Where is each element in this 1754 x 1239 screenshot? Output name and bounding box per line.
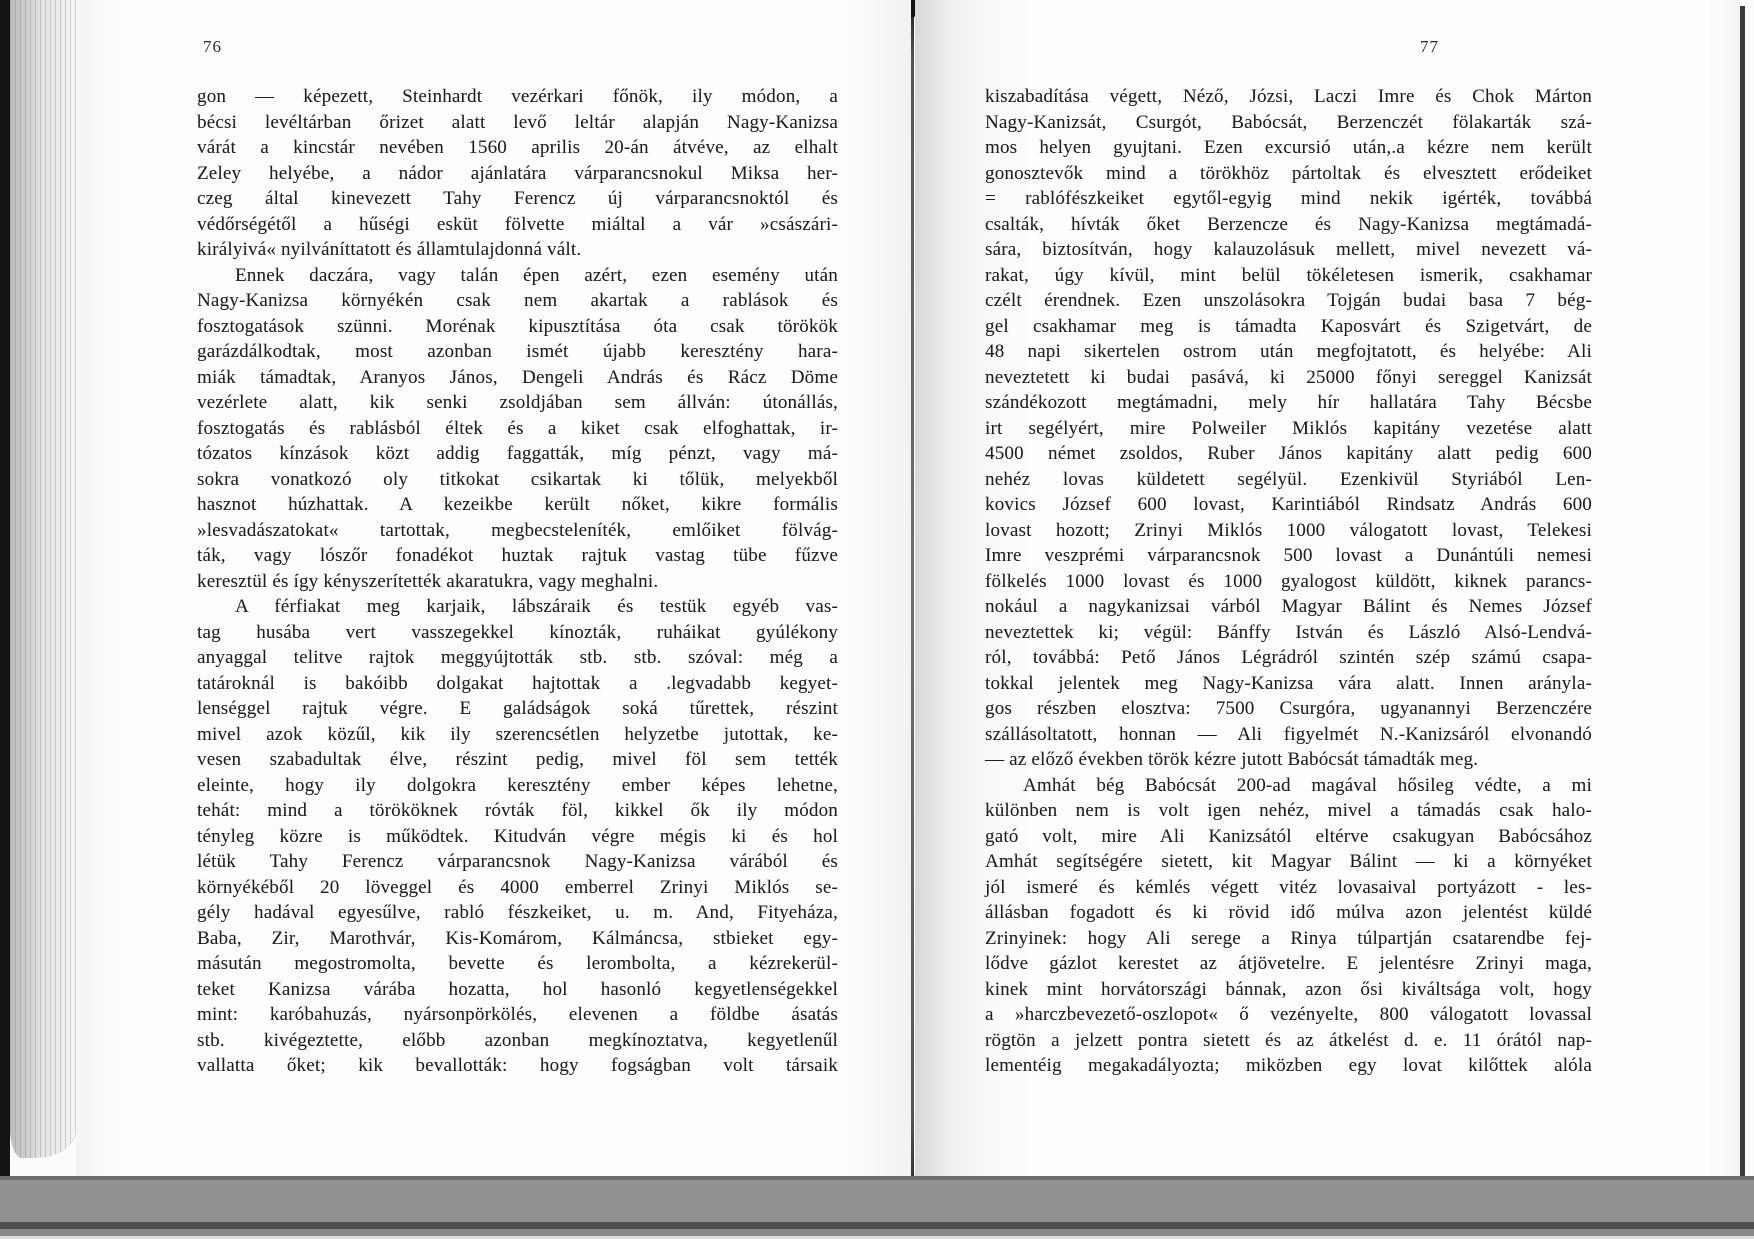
- text-line: tatároknál is bakóibb dolgakat hajtottak a .legvadabb kegyet-: [197, 672, 838, 694]
- text-line: sára, biztosítván, hogy kalauzolásuk mellett, mivel nevezett vá-: [985, 239, 1592, 260]
- text-line: jól ismeré és kémlés végett vitéz lovasaival portyázott - les-: [985, 876, 1592, 898]
- text-line: mivel azok közűl, kik ily szerencsétlen helyzetbe jutottak, ke-: [197, 723, 838, 745]
- text-line: lődve gázlot kerestet az átjövetelre. E jelentésre Zrinyi maga,: [985, 953, 1592, 974]
- text-line: miák támadtak, Aranyos János, Dengeli András és Rácz Döme: [197, 366, 838, 388]
- text-line: mos helyen gyujtani. Ezen excursió után,.a kézre nem került: [985, 137, 1592, 158]
- paragraph: [197, 84, 838, 263]
- text-line: gon — képezett, Steinhardt vezérkari főnök, ily módon, a: [197, 86, 838, 107]
- text-line: Zrinyinek: hogy Ali serege a Rinya túlpartján csatarendbe fej-: [985, 927, 1592, 949]
- text-line: tehát: mind a törököknek róvták föl, kikkel ők ily módon: [197, 800, 838, 821]
- text-line: tokkal jelentek meg Nagy-Kanizsa vára alatt. Innen arányla-: [985, 672, 1592, 694]
- text-line: környékéből 20 löveggel és 4000 emberrel Zrinyi Miklós se-: [197, 876, 838, 898]
- text-line: eleinte, hogy ily dolgokra keresztény ember képes lehetne,: [197, 774, 838, 796]
- text-line: fölkelés 1000 lovast és 1000 gyalogost küldött, kiknek parancs-: [985, 570, 1592, 592]
- paragraph: [197, 263, 838, 595]
- text-line: mint: karóbahuzás, nyársonpörkölés, elevenen a földbe ásatás: [197, 1004, 838, 1025]
- text-line: ták, vagy lószőr fonadékot huztak rajtuk vastag tübe fűzve: [197, 545, 838, 566]
- page-right-edge: [1740, 6, 1745, 1176]
- text-line: = rablófészkeiket egytől-egyig mind nekik igérték, továbbá: [985, 188, 1592, 209]
- text-line: királyivá« nyilváníttatott és államtulajdonná vált.: [197, 239, 582, 260]
- text-line: — az előző években török kézre jutott Babócsát támadták meg.: [985, 749, 1479, 770]
- page-77-text: [985, 84, 1592, 1079]
- text-line: tózatos kínzások közt addig faggatták, míg pénzt, vagy má-: [197, 443, 838, 464]
- text-line: nehéz lovas küldetett segélyül. Ezenkivül Styriából Len-: [985, 468, 1592, 490]
- text-line: rögtön a jelzett pontra sietett és az átkelést d. e. 11 órától nap-: [985, 1029, 1592, 1051]
- text-line: Amhát segítségére sietett, kit Magyar Bálint — ki a környéket: [985, 851, 1592, 872]
- page-number-right: 77: [1420, 37, 1439, 56]
- text-line: stb. kivégeztette, előbb azonban megkínoztatva, kegyetlenűl: [197, 1029, 838, 1051]
- text-line: kinek mint horvátországi bánnak, azon ősi kiváltsága volt, hogy: [985, 978, 1592, 1000]
- text-line: hasznot húzhattak. A kezeikbe került nőket, kikre formális: [197, 494, 838, 515]
- text-line: bécsi levéltárban őrizet alatt levő leltár alapján Nagy-Kanizsa: [197, 111, 838, 133]
- book-gutter-shadow: [911, 0, 914, 1176]
- text-line: vezérlete alatt, kik senki zsoldjában sem állván: útonállás,: [197, 392, 838, 413]
- text-line: rakat, úgy kívül, mint belül tökéletesen ismerik, csakhamar: [985, 264, 1592, 286]
- text-line: gély hadával egyesűlve, rabló fészkeiket, u. m. And, Fityeháza,: [197, 902, 838, 923]
- text-line: Nagy-Kanizsát, Csurgót, Babócsát, Berzenczét fölakarták szá-: [985, 111, 1592, 133]
- text-line: neveztetett ki budai pasává, ki 25000 főnyi sereggel Kanizsát: [985, 366, 1592, 388]
- text-line: különben nem is volt igen nehéz, mivel a támadás csak halo-: [985, 800, 1592, 821]
- text-line: fosztogatás és rablásból éltek és a kiket csak elfoghattak, ir-: [197, 417, 838, 439]
- text-line: kiszabadítása végett, Néző, Józsi, Laczi Imre és Chok Márton: [985, 86, 1592, 107]
- text-line: sokra vonatkozó oly titkokat csikartak ki tőlük, melyekből: [197, 468, 838, 490]
- text-line: lovast hozott; Zrinyi Miklós 1000 válogatott lovast, Telekesi: [985, 519, 1592, 541]
- text-line: Amhát bég Babócsát 200-ad magával hősileg védte, a mi: [1023, 774, 1592, 796]
- text-line: Imre veszprémi várparancsnok 500 lovast a Dunántúli nemesi: [985, 545, 1592, 566]
- scanner-background: [0, 1176, 1754, 1222]
- text-line: gel csakhamar meg is támadta Kaposvárt és Szigetvárt, de: [985, 315, 1592, 337]
- text-line: Zeley helyébe, a nádor ajánlatára várparancsnokul Miksa her-: [197, 162, 838, 184]
- book-spine-edge: [0, 0, 10, 1176]
- text-line: nokául a nagykanizsai várból Magyar Bálint és Nemes József: [985, 596, 1592, 617]
- text-line: állásban fogadott és ki rövid idő múlva azon jelentést küldé: [985, 902, 1592, 923]
- text-line: anyaggal telitve rajtok meggyújtották stb. stb. szóval: még a: [197, 647, 838, 668]
- text-line: czeg által kinevezett Tahy Ferencz új várparancsnoktól és: [197, 188, 838, 209]
- page-77: [915, 0, 1740, 1176]
- paragraph: [985, 84, 1592, 773]
- text-line: gonosztevők mind a törökhöz pártoltak és elvesztett erődeiket: [985, 162, 1592, 184]
- page-76-text: [197, 84, 838, 1079]
- text-line: tényleg közre is működtek. Kitudván végre mégis ki és hol: [197, 825, 838, 847]
- text-line: Baba, Zir, Marothvár, Kis-Komárom, Kálmáncsa, stbieket egy-: [197, 927, 838, 949]
- text-line: Nagy-Kanizsa környékén csak nem akartak a rablások és: [197, 290, 838, 311]
- text-line: neveztettek ki; végül: Bánffy István és László Alsó-Lendvá-: [985, 621, 1592, 643]
- page-number-left: 76: [203, 37, 222, 56]
- text-line: tag husába vert vasszegekkel kínozták, ruháikat gyúlékony: [197, 621, 838, 643]
- text-line: keresztül és így kényszerítették akaratukra, vagy meghalni.: [197, 570, 659, 592]
- text-line: 48 napi sikertelen ostrom után megfojtatott, és helyébe: Ali: [985, 341, 1592, 362]
- text-line: csalták, hívták őket Berzencze és Nagy-Kanizsa megtámadá-: [985, 213, 1592, 235]
- text-line: czélt érendnek. Ezen unszolásokra Tojgán budai basa 7 bég-: [985, 290, 1592, 311]
- scanner-background-lower: [0, 1229, 1754, 1236]
- text-line: A férfiakat meg karjaik, lábszáraik és testük egyéb vas-: [235, 596, 838, 617]
- text-line: kovics József 600 lovast, Karintiából Rindsatz András 600: [985, 494, 1592, 515]
- text-line: vallatta őket; kik bevallották: hogy fogságban volt társaik: [197, 1055, 838, 1076]
- text-line: szállásoltatott, honnan — Ali figyelmét N.-Kanizsáról elvonandó: [985, 723, 1592, 745]
- text-line: gató volt, mire Ali Kanizsától eltérve csakugyan Babócsához: [985, 825, 1592, 847]
- text-line: lenséggel rajtuk végre. E galádságok soká tűrettek, részint: [197, 698, 838, 719]
- scanner-background-shadow: [0, 1222, 1754, 1229]
- text-line: Ennek daczára, vagy talán épen azért, ezen esemény után: [235, 264, 838, 286]
- text-line: ról, továbbá: Pető János Légrádról szintén szép számú csapa-: [985, 647, 1592, 668]
- text-line: várát a kincstár nevében 1560 aprilis 20-án átvéve, az elhalt: [197, 137, 838, 158]
- text-line: garázdálkodtak, most azonban ismét újabb keresztény hara-: [197, 341, 838, 362]
- paragraph: [197, 594, 838, 1079]
- text-line: vesen szabadultak élve, részint pedig, mivel föl sem tették: [197, 749, 838, 770]
- text-line: teket Kanizsa várába hozatta, hol hasonló kegyetlenségekkel: [197, 978, 838, 1000]
- paragraph: [985, 773, 1592, 1079]
- text-line: gos részben elosztva: 7500 Csurgóra, ugyanannyi Berzenczére: [985, 698, 1592, 719]
- text-line: védőrségétől a hűségi esküt fölvette miáltal a vár »császári-: [197, 213, 838, 235]
- text-line: 4500 német zsoldos, Ruber János kapitány alatt pedig 600: [985, 443, 1592, 464]
- text-line: másután megostromolta, bevette és lerombolta, a kézrekerül-: [197, 953, 838, 974]
- page-76: [76, 0, 913, 1176]
- text-line: létük Tahy Ferencz várparancsnok Nagy-Kanizsa várából és: [197, 851, 838, 872]
- text-line: a »harczbevezető-oszlopot« ő vezényelte, 800 válogatott lovassal: [985, 1004, 1592, 1025]
- page-edge-stack: [10, 0, 77, 1158]
- text-line: »lesvadászatokat« tartottak, megbecsteleníték, emlőiket fölvág-: [197, 519, 838, 541]
- text-line: irt segélyért, mire Polweiler Miklós kapitány vezetése alatt: [985, 417, 1592, 439]
- text-line: szándékozott megtámadni, mely hír hallatára Tahy Bécsbe: [985, 392, 1592, 413]
- text-line: lementéig megakadályozta; miközben egy lovat kilőttek alóla: [985, 1055, 1592, 1076]
- text-line: fosztogatások szünni. Morénak kipusztítása óta csak törökök: [197, 315, 838, 337]
